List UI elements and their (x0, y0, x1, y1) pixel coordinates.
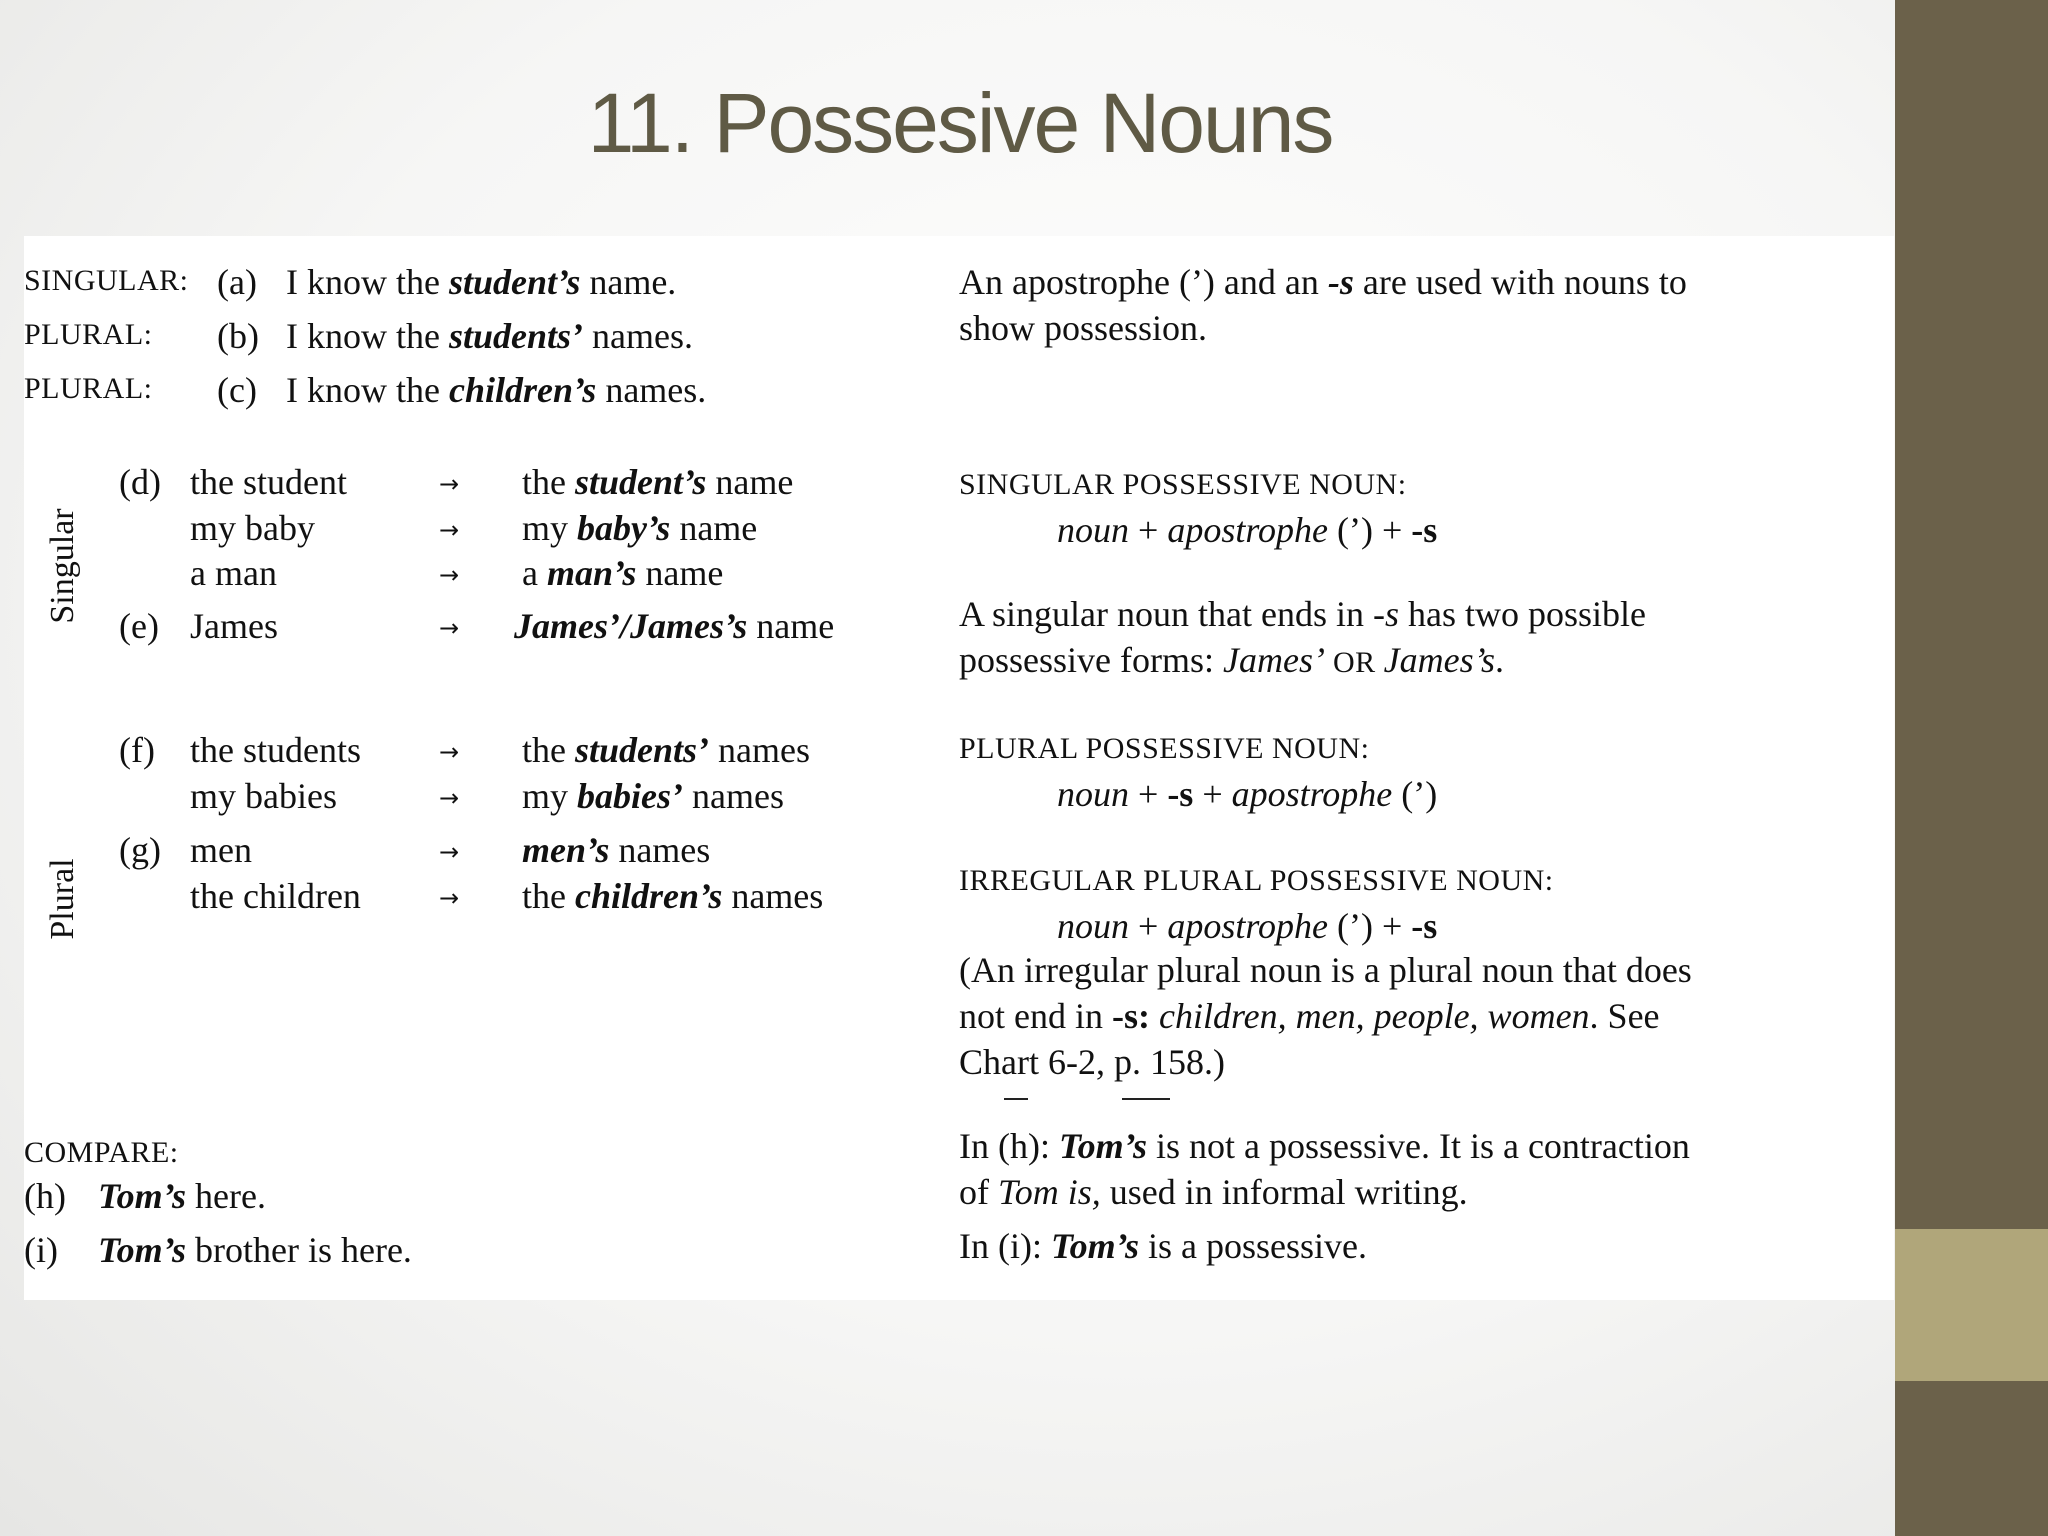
explanation-text: An apostrophe (’) and an -s are used with nouns to (959, 262, 1687, 302)
grammar-chart (24, 236, 1894, 1300)
row-label: PLURAL: (24, 372, 153, 405)
example-id: (e) (119, 606, 159, 646)
base-noun: my babies (190, 776, 337, 816)
possessive-form: the children’s names (522, 876, 824, 916)
example-sentence: I know the student’s name. (286, 262, 677, 302)
possessive-form: men’s names (522, 830, 711, 870)
base-noun: my baby (190, 508, 315, 548)
note-text: In (i): Tom’s is a possessive. (959, 1226, 1367, 1266)
note-text: (An irregular plural noun is a plural noun that does (959, 950, 1692, 990)
note-text: not end in -s: children, men, people, women. See (959, 996, 1660, 1036)
base-noun: a man (190, 553, 277, 593)
base-noun: the children (190, 876, 361, 916)
example-id: (c) (217, 370, 257, 410)
example-id: (i) (24, 1230, 58, 1270)
note-text: of Tom is, used in informal writing. (959, 1172, 1468, 1212)
arrow-icon: → (439, 516, 460, 544)
example-id: (h) (24, 1176, 66, 1216)
row-label: PLURAL: (24, 318, 153, 351)
arrow-icon: → (439, 561, 460, 589)
arrow-icon: → (439, 738, 460, 766)
side-label-singular: Singular (44, 508, 81, 624)
example-sentence: I know the students’ names. (286, 316, 693, 356)
base-noun: men (190, 830, 252, 870)
example-sentence: Tom’s here. (98, 1176, 266, 1216)
possessive-form: my baby’s name (522, 508, 758, 548)
base-noun: James (190, 606, 278, 646)
note-text: In (h): Tom’s is not a possessive. It is a contraction (959, 1126, 1690, 1166)
example-id: (a) (217, 262, 257, 302)
example-id: (b) (217, 316, 259, 356)
explanation-text: show possession. (959, 308, 1208, 348)
arrow-icon: → (439, 614, 460, 642)
side-label-plural: Plural (44, 858, 81, 940)
example-id: (d) (119, 462, 161, 502)
example-id: (g) (119, 830, 161, 870)
arrow-icon: → (439, 784, 460, 812)
possessive-form: the student’s name (522, 462, 794, 502)
rule-heading: SINGULAR POSSESSIVE NOUN: (959, 468, 1407, 501)
row-label: SINGULAR: (24, 264, 189, 297)
possessive-form: my babies’ names (522, 776, 784, 816)
arrow-icon: → (439, 470, 460, 498)
slide-title: 11. Possesive Nouns (587, 76, 1333, 170)
example-id: (f) (119, 730, 155, 770)
divider (1004, 1098, 1028, 1100)
sidebar-accent (1895, 1229, 2048, 1381)
base-noun: the student (190, 462, 347, 502)
note-text: possessive forms: James’ OR James’s. (959, 640, 1504, 680)
rule-formula: noun + apostrophe (’) + -s (1057, 906, 1438, 946)
base-noun: the students (190, 730, 361, 770)
possessive-form: the students’ names (522, 730, 810, 770)
rule-heading: IRREGULAR PLURAL POSSESSIVE NOUN: (959, 864, 1554, 897)
note-text: Chart 6-2, p. 158.) (959, 1042, 1225, 1082)
rule-formula: noun + apostrophe (’) + -s (1057, 510, 1438, 550)
arrow-icon: → (439, 884, 460, 912)
note-text: A singular noun that ends in -s has two possible (959, 594, 1646, 634)
possessive-form: a man’s name (522, 553, 724, 593)
compare-heading: COMPARE: (24, 1136, 179, 1169)
example-sentence: Tom’s brother is here. (98, 1230, 412, 1270)
possessive-form: James’/James’s name (514, 606, 835, 646)
rule-heading: PLURAL POSSESSIVE NOUN: (959, 732, 1370, 765)
arrow-icon: → (439, 838, 460, 866)
rule-formula: noun + -s + apostrophe (’) (1057, 774, 1438, 814)
divider (1122, 1098, 1170, 1100)
example-sentence: I know the children’s names. (286, 370, 707, 410)
